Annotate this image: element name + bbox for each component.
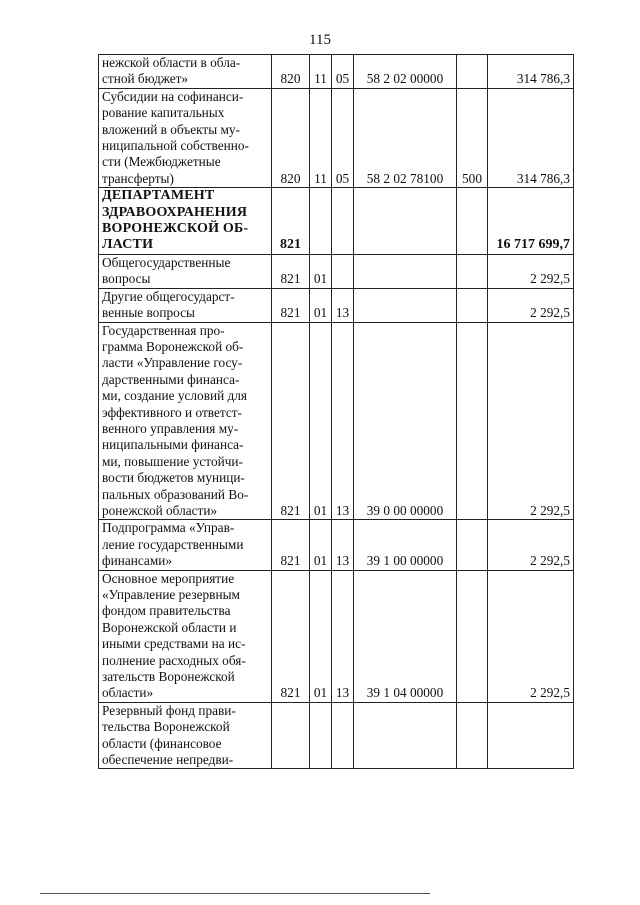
code-target-article-cell: 39 0 00 00000 [354, 322, 457, 520]
code-subsection-cell: 05 [332, 55, 354, 89]
code-ved-cell: 820 [272, 55, 310, 89]
item-name-cell [99, 570, 272, 702]
item-name-cell [99, 88, 272, 187]
item-name-line: «Управление резервным [102, 587, 240, 602]
item-name-line: рование капитальных [102, 105, 225, 121]
item-name-line: эффективного и ответст- [102, 404, 242, 420]
item-name-line: ЗДРАВООХРАНЕНИЯ [102, 204, 248, 220]
code-target-article-cell: 58 2 02 00000 [354, 55, 457, 89]
code-subsection-cell [332, 254, 354, 288]
item-name-cell [99, 55, 272, 89]
item-name-line: нежской области в обла- [102, 55, 241, 70]
item-name-cell [99, 254, 272, 288]
budget-table-body [99, 55, 574, 769]
code-target-article-cell: 39 1 00 00000 [354, 520, 457, 570]
code-expense-type-cell [457, 254, 488, 288]
code-ved-cell: 821 [272, 254, 310, 288]
code-ved-cell: 821 [272, 188, 310, 255]
item-name-line: венные вопросы [102, 305, 195, 321]
item-name-line: сти (Межбюджетные [102, 154, 221, 170]
code-section-cell: 01 [310, 520, 332, 570]
item-name-line: ронежской области» [102, 502, 218, 518]
code-ved-cell: 821 [272, 322, 310, 520]
code-subsection-cell: 05 [332, 88, 354, 187]
item-name-cell [99, 322, 272, 520]
table-row [99, 570, 574, 702]
item-name-line: грамма Воронежской об- [102, 338, 244, 354]
item-name-line: Воронежской области и [102, 619, 237, 635]
table-row-department [99, 188, 574, 255]
budget-table [98, 54, 574, 769]
code-target-article-cell [354, 188, 457, 255]
code-expense-type-cell [457, 570, 488, 702]
code-expense-type-cell [457, 702, 488, 769]
table-row [99, 520, 574, 570]
code-section-cell [310, 188, 332, 255]
item-name-line: области (финансовое [102, 735, 222, 751]
amount-cell: 2 292,5 [488, 288, 574, 322]
code-target-article-cell [354, 288, 457, 322]
item-name-line: ление государственными [102, 536, 244, 552]
item-name-cell [99, 520, 272, 570]
code-section-cell [310, 702, 332, 769]
code-subsection-cell: 13 [332, 288, 354, 322]
item-name-line: ми, повышение устойчи- [102, 453, 243, 469]
item-name-line: ми, создание условий для [102, 388, 248, 404]
code-subsection-cell: 13 [332, 520, 354, 570]
code-ved-cell [272, 702, 310, 769]
amount-cell: 2 292,5 [488, 254, 574, 288]
code-expense-type-cell [457, 55, 488, 89]
item-name-line: вопросы [102, 271, 151, 287]
code-subsection-cell [332, 188, 354, 255]
code-section-cell: 01 [310, 322, 332, 520]
item-name-line: иными средствами на ис- [102, 636, 246, 652]
table-row [99, 254, 574, 288]
item-name-line: тельства Воронежской [102, 719, 230, 735]
item-name-line: Другие общегосударст- [102, 288, 235, 304]
code-ved-cell: 821 [272, 288, 310, 322]
item-name-line: пальных образований Во- [102, 486, 249, 502]
code-ved-cell: 821 [272, 520, 310, 570]
amount-cell: 2 292,5 [488, 570, 574, 702]
code-target-article-cell [354, 254, 457, 288]
bottom-rule [40, 893, 430, 894]
item-name-line: трансферты) [102, 170, 174, 186]
amount-cell: 2 292,5 [488, 322, 574, 520]
item-name-line: Основное мероприятие [102, 570, 235, 586]
item-name-line: финансами» [102, 553, 173, 569]
table-row [99, 288, 574, 322]
item-name-line: вости бюджетов муници- [102, 470, 245, 486]
page-number: 115 [309, 32, 331, 48]
code-expense-type-cell [457, 322, 488, 520]
code-subsection-cell: 13 [332, 322, 354, 520]
code-target-article-cell: 58 2 02 78100 [354, 88, 457, 187]
item-name-line: фондом правительства [102, 603, 231, 619]
code-ved-cell: 821 [272, 570, 310, 702]
code-expense-type-cell [457, 188, 488, 255]
item-name-line: вложений в объекты му- [102, 121, 240, 137]
item-name-line: зательств Воронежской [102, 669, 235, 685]
item-name-cell [99, 188, 272, 255]
item-name-line: венного управления му- [102, 420, 239, 436]
amount-cell: 16 717 699,7 [488, 188, 574, 255]
code-expense-type-cell [457, 288, 488, 322]
table-row [99, 322, 574, 520]
item-name-line: обеспечение непредви- [102, 752, 234, 768]
item-name-cell [99, 702, 272, 769]
item-name-line: Резервный фонд прави- [102, 702, 236, 718]
item-name-line: ниципальными финанса- [102, 437, 244, 453]
item-name-line: Общегосударственные [102, 254, 231, 270]
table-row [99, 88, 574, 187]
item-name-line: Государственная про- [102, 322, 225, 338]
item-name-line: ниципальной собственно- [102, 138, 249, 154]
item-name-line: стной бюджет» [102, 71, 189, 87]
amount-cell: 314 786,3 [488, 88, 574, 187]
amount-cell: 314 786,3 [488, 55, 574, 89]
table-row [99, 55, 574, 89]
amount-cell [488, 702, 574, 769]
amount-cell: 2 292,5 [488, 520, 574, 570]
item-name-line: ДЕПАРТАМЕНТ [102, 188, 215, 204]
code-expense-type-cell: 500 [457, 88, 488, 187]
item-name-line: ЛАСТИ [102, 237, 154, 253]
item-name-line: дарственными финанса- [102, 371, 240, 387]
code-expense-type-cell [457, 520, 488, 570]
table-row [99, 702, 574, 769]
item-name-line: Подпрограмма «Управ- [102, 520, 235, 536]
code-section-cell: 01 [310, 570, 332, 702]
code-target-article-cell [354, 702, 457, 769]
item-name-line: области» [102, 685, 154, 701]
code-ved-cell: 820 [272, 88, 310, 187]
code-section-cell: 01 [310, 254, 332, 288]
code-target-article-cell: 39 1 04 00000 [354, 570, 457, 702]
code-subsection-cell: 13 [332, 570, 354, 702]
item-name-line: ласти «Управление госу- [102, 355, 243, 371]
item-name-line: полнение расходных обя- [102, 652, 246, 668]
code-subsection-cell [332, 702, 354, 769]
code-section-cell: 11 [310, 55, 332, 89]
item-name-cell [99, 288, 272, 322]
code-section-cell: 01 [310, 288, 332, 322]
item-name-line: Субсидии на софинанси- [102, 88, 244, 104]
item-name-line: ВОРОНЕЖСКОЙ ОБ- [102, 221, 249, 237]
code-section-cell: 11 [310, 88, 332, 187]
